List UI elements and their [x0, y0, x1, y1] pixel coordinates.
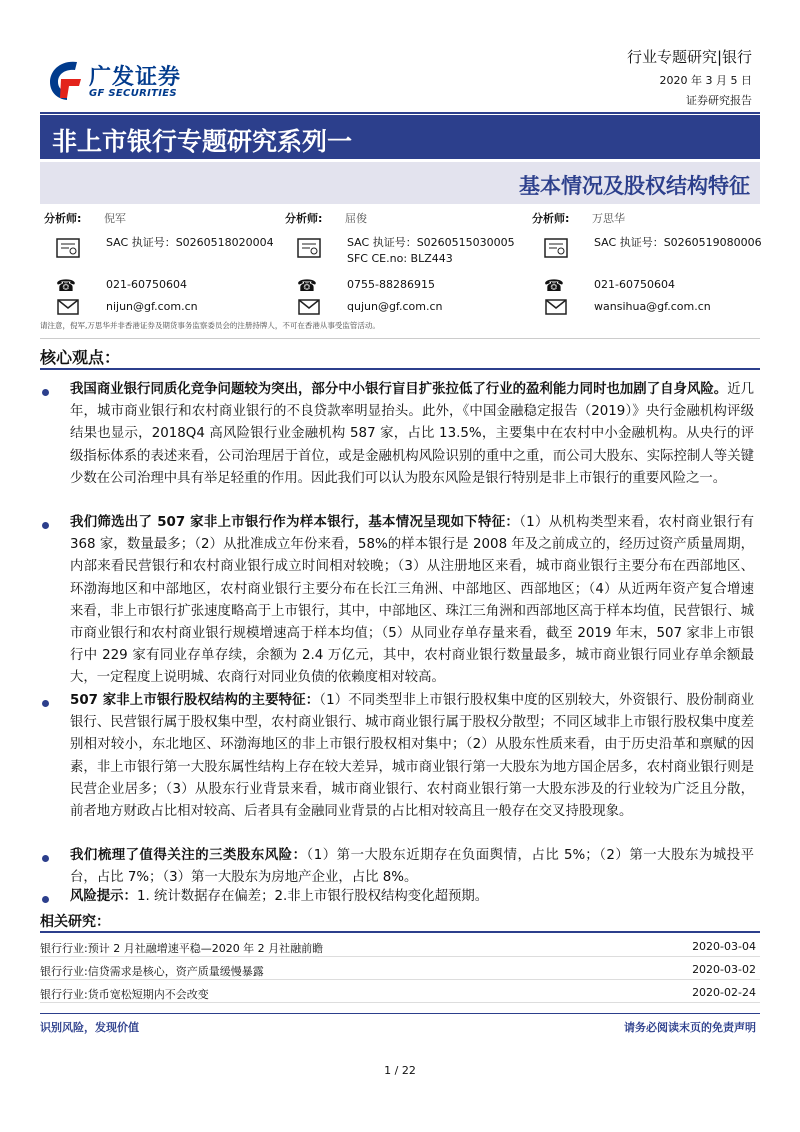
analyst-email[interactable]: wansihua@gf.com.cn: [594, 300, 711, 313]
analyst-card: [532, 208, 772, 328]
related-item-title[interactable]: 银行行业:预计 2 月社融增速平稳—2020 年 2 月社融前瞻: [40, 942, 324, 955]
analyst-label: 分析师:: [532, 212, 570, 225]
analyst-phone: 021-60750604: [594, 278, 675, 291]
related-item[interactable]: [40, 935, 760, 957]
related-item-title[interactable]: 银行行业:货币宽松短期内不会改变: [40, 988, 209, 1001]
footer-divider: [40, 1013, 760, 1014]
bullet-icon: [42, 896, 49, 903]
point-lead: 我国商业银行同质化竞争问题较为突出，部分中小银行盲目扩张拉低了行业的盈利能力同时也加剧了自身风险。: [70, 382, 728, 397]
analyst-card: [285, 208, 525, 328]
analyst-sac: SAC 执证号：S0260515030005: [347, 236, 515, 249]
core-point: [70, 886, 754, 908]
bullet-icon: [42, 522, 49, 529]
core-point: [70, 845, 754, 889]
analyst-name: 万思华: [592, 212, 625, 225]
logo-text-en: GF SECURITIES: [89, 88, 177, 99]
bullet-icon: [42, 855, 49, 862]
bullet-icon: [42, 389, 49, 396]
email-icon: [56, 297, 80, 317]
report-date: 2020 年 3 月 5 日: [659, 74, 752, 87]
sub-title: 基本情况及股权结构特征: [519, 174, 750, 198]
point-body: （1）不同类型非上市银行股权集中度的区别较大，外资银行、股份制商业银行、民营银行属于股权集中型，农村商业银行、城市商业银行属于股权分散型；不同区域非上市银行股权集中度差别相对较小，东北地区、环渤海地区的非上市银行股权相对集中；（2）从股东性质来看，由于历史沿革和禀赋的因素，非上市银行第一大股东属性结构上存在较大差异，城市商业银行第一大股东为地方国企居多，农村商业银行则是民营企业居多；（3）从股东行业背景来看，城市商业银行、农村商业银行第一大股东涉及的行业较为广泛且分散，前者地方财政占比相对较高、后者具有金融同业背景的占比相对较高且一般存在交叉持股现象。: [70, 693, 754, 820]
analyst-label: 分析师:: [285, 212, 323, 225]
header-divider: [40, 112, 760, 114]
related-item-date: 2020-03-02: [692, 963, 756, 976]
footer-disclaimer: 请务必阅读末页的免责声明: [624, 1021, 756, 1034]
divider: [40, 338, 760, 339]
related-item[interactable]: [40, 981, 760, 1003]
email-icon: [297, 297, 321, 317]
page-number: 1 / 22: [384, 1064, 416, 1077]
phone-icon: ☎: [56, 276, 76, 295]
analyst-email[interactable]: qujun@gf.com.cn: [347, 300, 443, 313]
phone-icon: ☎: [297, 276, 317, 295]
point-lead: 507 家非上市银行股权结构的主要特征：: [70, 693, 320, 708]
point-lead: 我们筛选出了 507 家非上市银行作为样本银行，基本情况呈现如下特征：: [70, 515, 520, 530]
phone-icon: ☎: [544, 276, 564, 295]
footer-slogan: 识别风险，发现价值: [40, 1021, 139, 1034]
related-item-title[interactable]: 银行行业:信贷需求是核心，资产质量缓慢暴露: [40, 965, 264, 978]
analyst-email[interactable]: nijun@gf.com.cn: [106, 300, 198, 313]
related-item[interactable]: [40, 958, 760, 980]
core-point: [70, 512, 754, 690]
gf-logo-icon: [47, 58, 85, 102]
license-disclaimer: 请注意，倪军,万思华并非香港证券及期货事务监察委员会的注册持牌人，不可在香港从事受监管活动。: [40, 321, 380, 330]
section-divider: [40, 931, 760, 933]
related-research-title: 相关研究：: [40, 914, 110, 930]
email-icon: [544, 297, 568, 317]
certificate-icon: [544, 238, 568, 258]
point-lead: 风险提示：: [70, 889, 137, 904]
company-logo: [47, 58, 215, 104]
analyst-label: 分析师:: [44, 212, 82, 225]
core-views-title: 核心观点：: [40, 348, 121, 367]
subtitle-band: [40, 162, 760, 204]
point-lead: 我们梳理了值得关注的三类股东风险：: [70, 848, 307, 863]
analyst-phone: 0755-88286915: [347, 278, 435, 291]
analyst-sac: SAC 执证号：S0260518020004: [106, 236, 274, 249]
core-point: [70, 379, 754, 490]
main-title: 非上市银行专题研究系列一: [52, 127, 353, 156]
analyst-sfc: SFC CE.no: BLZ443: [347, 252, 453, 265]
analyst-card: [44, 208, 284, 328]
analyst-name: 倪军: [104, 212, 126, 225]
point-body: （1）从机构类型来看，农村商业银行有 368 家，数量最多；（2）从批准成立年份来看，58%的样本银行是 2008 年及之前成立的，经历过资产质量周期，内部来看民营银行和农村商业银行成立时间相对较晚；（3）从注册地区来看，城市商业银行主要分布在西部地区、环渤海地区和中部地区，农村商业银行主要分布在长江三角洲、中部地区、西部地区；（4）从近两年资产复合增速来看，非上市银行扩张速度略高于上市银行，其中，中部地区、珠江三角洲和西部地区高于样本均值，民营银行、城市商业银行和农村商业银行规模增速高于样本均值；（5）从同业存单存量来看，截至 2019 年末，507 家非上市银行中 229 家有同业存单存续，余额为 2.4 万亿元，其中，农村商业银行数量最多，城市商业银行同业存单余额最大，一定程度上说明城、农商行对同业负债的依赖度相对较高。: [70, 515, 754, 686]
analyst-sac: SAC 执证号：S0260519080006: [594, 236, 762, 249]
logo-text-cn: 广发证券: [89, 65, 182, 90]
report-type: 证券研究报告: [686, 94, 752, 107]
bullet-icon: [42, 700, 49, 707]
title-band: [40, 115, 760, 159]
analyst-name: 屈俊: [345, 212, 367, 225]
certificate-icon: [56, 238, 80, 258]
point-body: 近几年，城市商业银行和农村商业银行的不良贷款率明显抬头。此外，《中国金融稳定报告（2019）》央行金融机构评级结果也显示，2018Q4 高风险银行业金融机构 587 家，占比 13.5%，主要集中在农村中小金融机构。从央行的评级指标体系的表述来看，公司治理居于首位，或是金融机构风险识别的重中之重，而公司大股东、实际控制人等关键少数在公司治理中具有举足轻重的作用。因此我们可以认为股东风险是银行特别是非上市银行的重要风险之一。: [70, 382, 755, 486]
section-divider: [40, 368, 760, 370]
certificate-icon: [297, 238, 321, 258]
analyst-phone: 021-60750604: [106, 278, 187, 291]
core-point: [70, 690, 754, 823]
point-body: （1）第一大股东近期存在负面舆情，占比 5%；（2）第一大股东为城投平台，占比 7%；（3）第一大股东为房地产企业，占比 8%。: [70, 848, 755, 886]
point-body: 1. 统计数据存在偏差；2.非上市银行股权结构变化超预期。: [136, 889, 489, 904]
report-category: 行业专题研究|银行: [626, 48, 752, 66]
related-item-date: 2020-02-24: [692, 986, 756, 999]
related-item-date: 2020-03-04: [692, 940, 756, 953]
